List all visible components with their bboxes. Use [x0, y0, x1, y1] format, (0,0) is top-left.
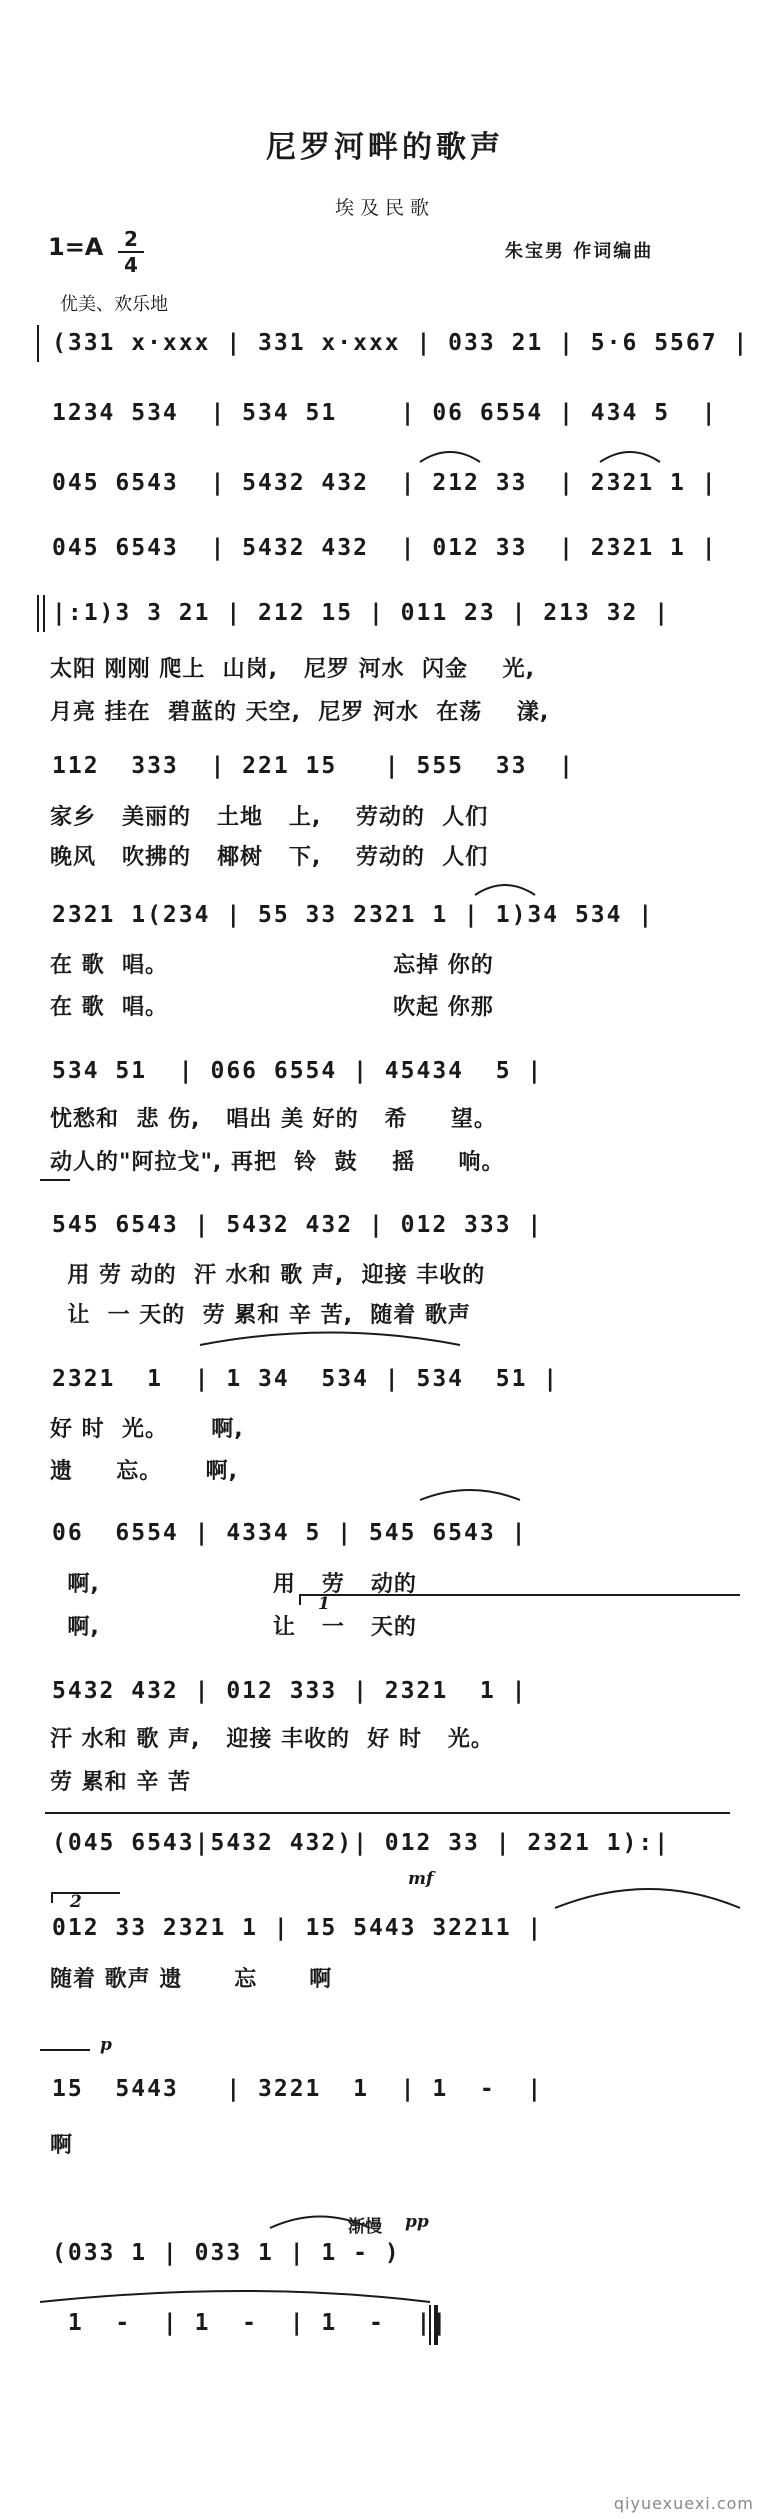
time-denominator: 4 — [124, 253, 138, 277]
notation-line: 5432 432 | 012 333 | 2321 1 | — [52, 1678, 528, 1704]
lyric-line: 劳 累和 辛 苦 — [50, 1770, 191, 1795]
notation-line: (045 6543|5432 432)| 012 33 | 2321 1):| — [52, 1830, 671, 1856]
volta-2-bracket — [52, 1893, 120, 1903]
notation-line: (331 x·xxx | 331 x·xxx | 033 21 | 5·6 5567 | — [52, 330, 750, 356]
lyric-line: 晚风 吹拂的 椰树 下, 劳动的 人们 — [50, 845, 489, 870]
composer-credit: 朱宝男 作词编曲 — [505, 241, 654, 262]
lyric-line: 动人的"阿拉戈", 再把 铃 鼓 摇 响。 — [50, 1150, 505, 1175]
notation-line: 1234 534 | 534 51 | 06 6554 | 434 5 | — [52, 400, 718, 426]
lyric-line: 太阳 刚刚 爬上 山岗, 尼罗 河水 闪金 光, — [50, 657, 535, 682]
dynamic-mf: mf — [408, 1869, 434, 1889]
lyric-line: 忧愁和 悲 伤, 唱出 美 好的 希 望。 — [50, 1107, 497, 1132]
lyric-line: 让 一 天的 劳 累和 辛 苦, 随着 歌声 — [50, 1303, 471, 1328]
volta-1-bracket — [300, 1595, 740, 1605]
tie — [200, 1333, 460, 1346]
notation-line: 112 333 | 221 15 | 555 33 | — [52, 753, 575, 779]
tempo-marking: 优美、欢乐地 — [60, 294, 168, 315]
tie — [270, 2217, 370, 2229]
notation-line: 045 6543 | 5432 432 | 012 33 | 2321 1 | — [52, 535, 718, 561]
lyric-line: 好 时 光。 啊, — [50, 1417, 244, 1442]
notation-line: 045 6543 | 5432 432 | 212 33 | 2321 1 | — [52, 470, 718, 496]
notation-line: |:1)3 3 21 | 212 15 | 011 23 | 213 32 | — [52, 600, 671, 626]
song-title: 尼罗河畔的歌声 — [266, 130, 504, 165]
tie — [600, 452, 660, 462]
lyric-line: 啊, 用 劳 动的 — [50, 1572, 417, 1597]
tie — [420, 1490, 520, 1500]
tie — [40, 2291, 430, 2302]
notation-line: 012 33 2321 1 | 15 5443 32211 | — [52, 1915, 544, 1941]
tie — [420, 452, 480, 462]
lyric-line: 汗 水和 歌 声, 迎接 丰收的 好 时 光。 — [50, 1727, 494, 1752]
volta-1-label: 1 — [318, 1594, 330, 1614]
dynamic-p: p — [100, 2035, 112, 2055]
key-signature: 1=A — [48, 233, 104, 261]
tie — [555, 1889, 740, 1908]
notation-line: 2321 1 | 1 34 534 | 534 51 | — [52, 1366, 560, 1392]
ritardando-mark: 渐慢 — [348, 2217, 382, 2237]
lyric-line: 用 劳 动的 汗 水和 歌 声, 迎接 丰收的 — [50, 1263, 486, 1288]
notation-line: 2321 1(234 | 55 33 2321 1 | 1)34 534 | — [52, 902, 655, 928]
time-numerator: 2 — [124, 227, 138, 251]
volta-2-label: 2 — [70, 1892, 82, 1912]
notation-line: (033 1 | 033 1 | 1 - ) — [52, 2240, 401, 2266]
song-origin: 埃及民歌 — [334, 197, 435, 219]
notation-line: 534 51 | 066 6554 | 45434 5 | — [52, 1058, 544, 1084]
notation-line: 06 6554 | 4334 5 | 545 6543 | — [52, 1520, 528, 1546]
site-watermark: qiyuexuexi.com — [613, 2494, 754, 2513]
dynamic-pp: pp — [405, 2212, 429, 2232]
lyric-line: 家乡 美丽的 土地 上, 劳动的 人们 — [50, 805, 489, 830]
notation-line: 545 6543 | 5432 432 | 012 333 | — [52, 1212, 544, 1238]
lyric-line: 啊, 让 一 天的 — [50, 1615, 417, 1640]
notation-line: 1 - | 1 - | 1 - || — [52, 2310, 449, 2336]
tie — [475, 885, 535, 895]
lyric-line: 啊 — [50, 2133, 74, 2158]
lyric-line: 随着 歌声 遗 忘 啊 — [50, 1967, 333, 1992]
lyric-line: 月亮 挂在 碧蓝的 天空, 尼罗 河水 在荡 漾, — [50, 700, 550, 725]
lyric-line: 遗 忘。 啊, — [50, 1459, 238, 1484]
lyric-line: 在 歌 唱。 吹起 你那 — [50, 995, 494, 1020]
notation-line: 15 5443 | 3221 1 | 1 - | — [52, 2076, 544, 2102]
lyric-line: 在 歌 唱。 忘掉 你的 — [50, 953, 494, 978]
